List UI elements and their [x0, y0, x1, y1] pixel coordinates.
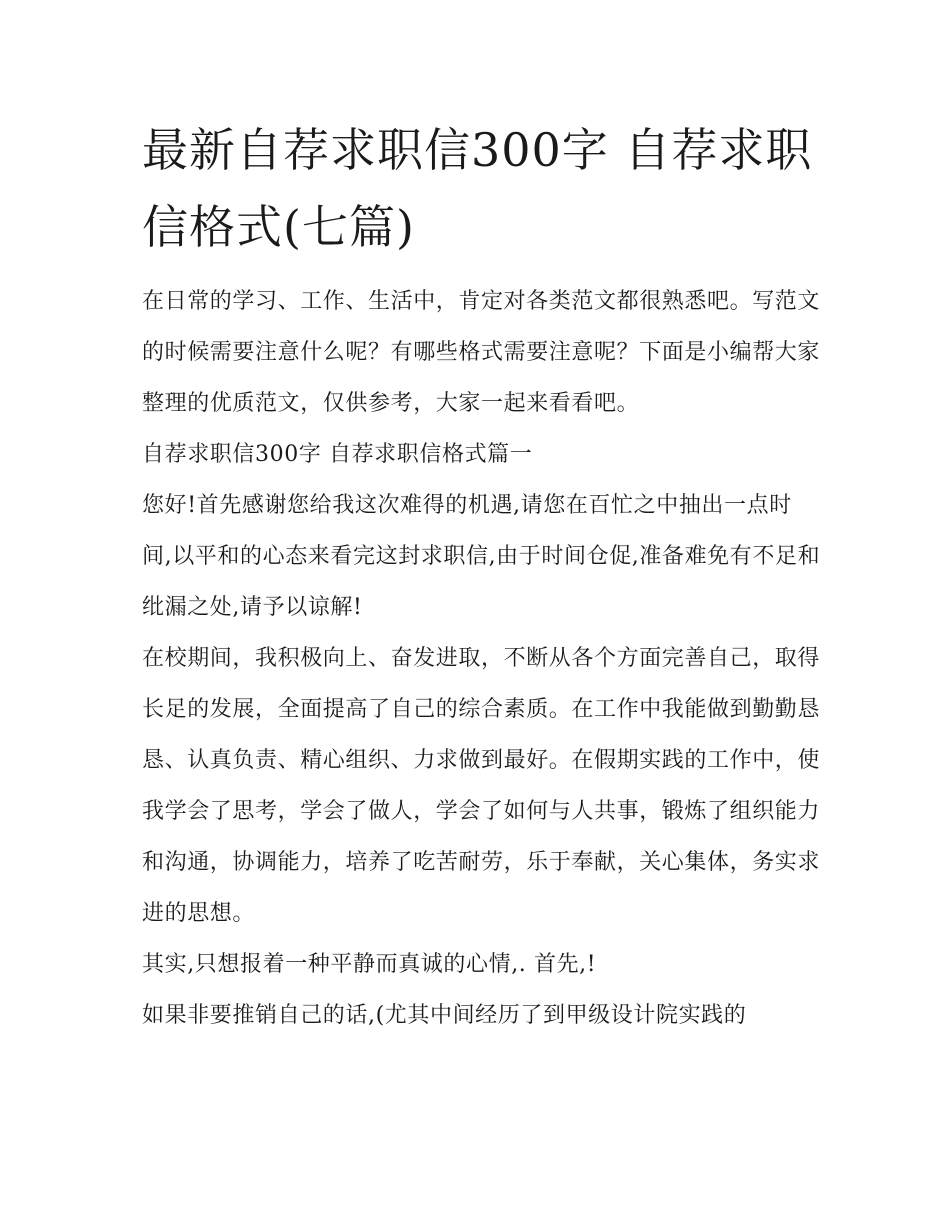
school-experience-paragraph: 在校期间，我积极向上、奋发进取，不断从各个方面完善自己，取得长足的发展，全面提高了自己的综合素质。在工作中我能做到勤勤恳恳、认真负责、精心组织、力求做到最好。在假期实践的工作中，使我学会了思考，学会了做人，学会了如何与人共事，锻炼了组织能力和沟通，协调能力，培养了吃苦耐劳，乐于奉献，关心集体，务实求进的思想。 [142, 646, 821, 926]
document-content [142, 112, 822, 1041]
section-heading: 自荐求职信300字 自荐求职信格式篇一 [142, 442, 533, 467]
self-promotion-paragraph: 如果非要推销自己的话,(尤其中间经历了到甲级设计院实践的 [142, 1003, 747, 1028]
document-body [142, 276, 822, 1041]
sincerity-paragraph: 其实,只想报着一种平静而真诚的心情,. 首先,! [142, 952, 597, 977]
greeting-paragraph: 您好!首先感谢您给我这次难得的机遇,请您在百忙之中抽出一点时间,以平和的心态来看完这封求职信,由于时间仓促,准备难免有不足和纰漏之处,请予以谅解! [142, 493, 821, 620]
intro-paragraph: 在日常的学习、工作、生活中，肯定对各类范文都很熟悉吧。写范文的时候需要注意什么呢？有哪些格式需要注意呢？下面是小编帮大家整理的优质范文，仅供参考，大家一起来看看吧。 [142, 289, 821, 416]
document-title: 最新自荐求职信300字 自荐求职信格式(七篇) [142, 123, 813, 254]
